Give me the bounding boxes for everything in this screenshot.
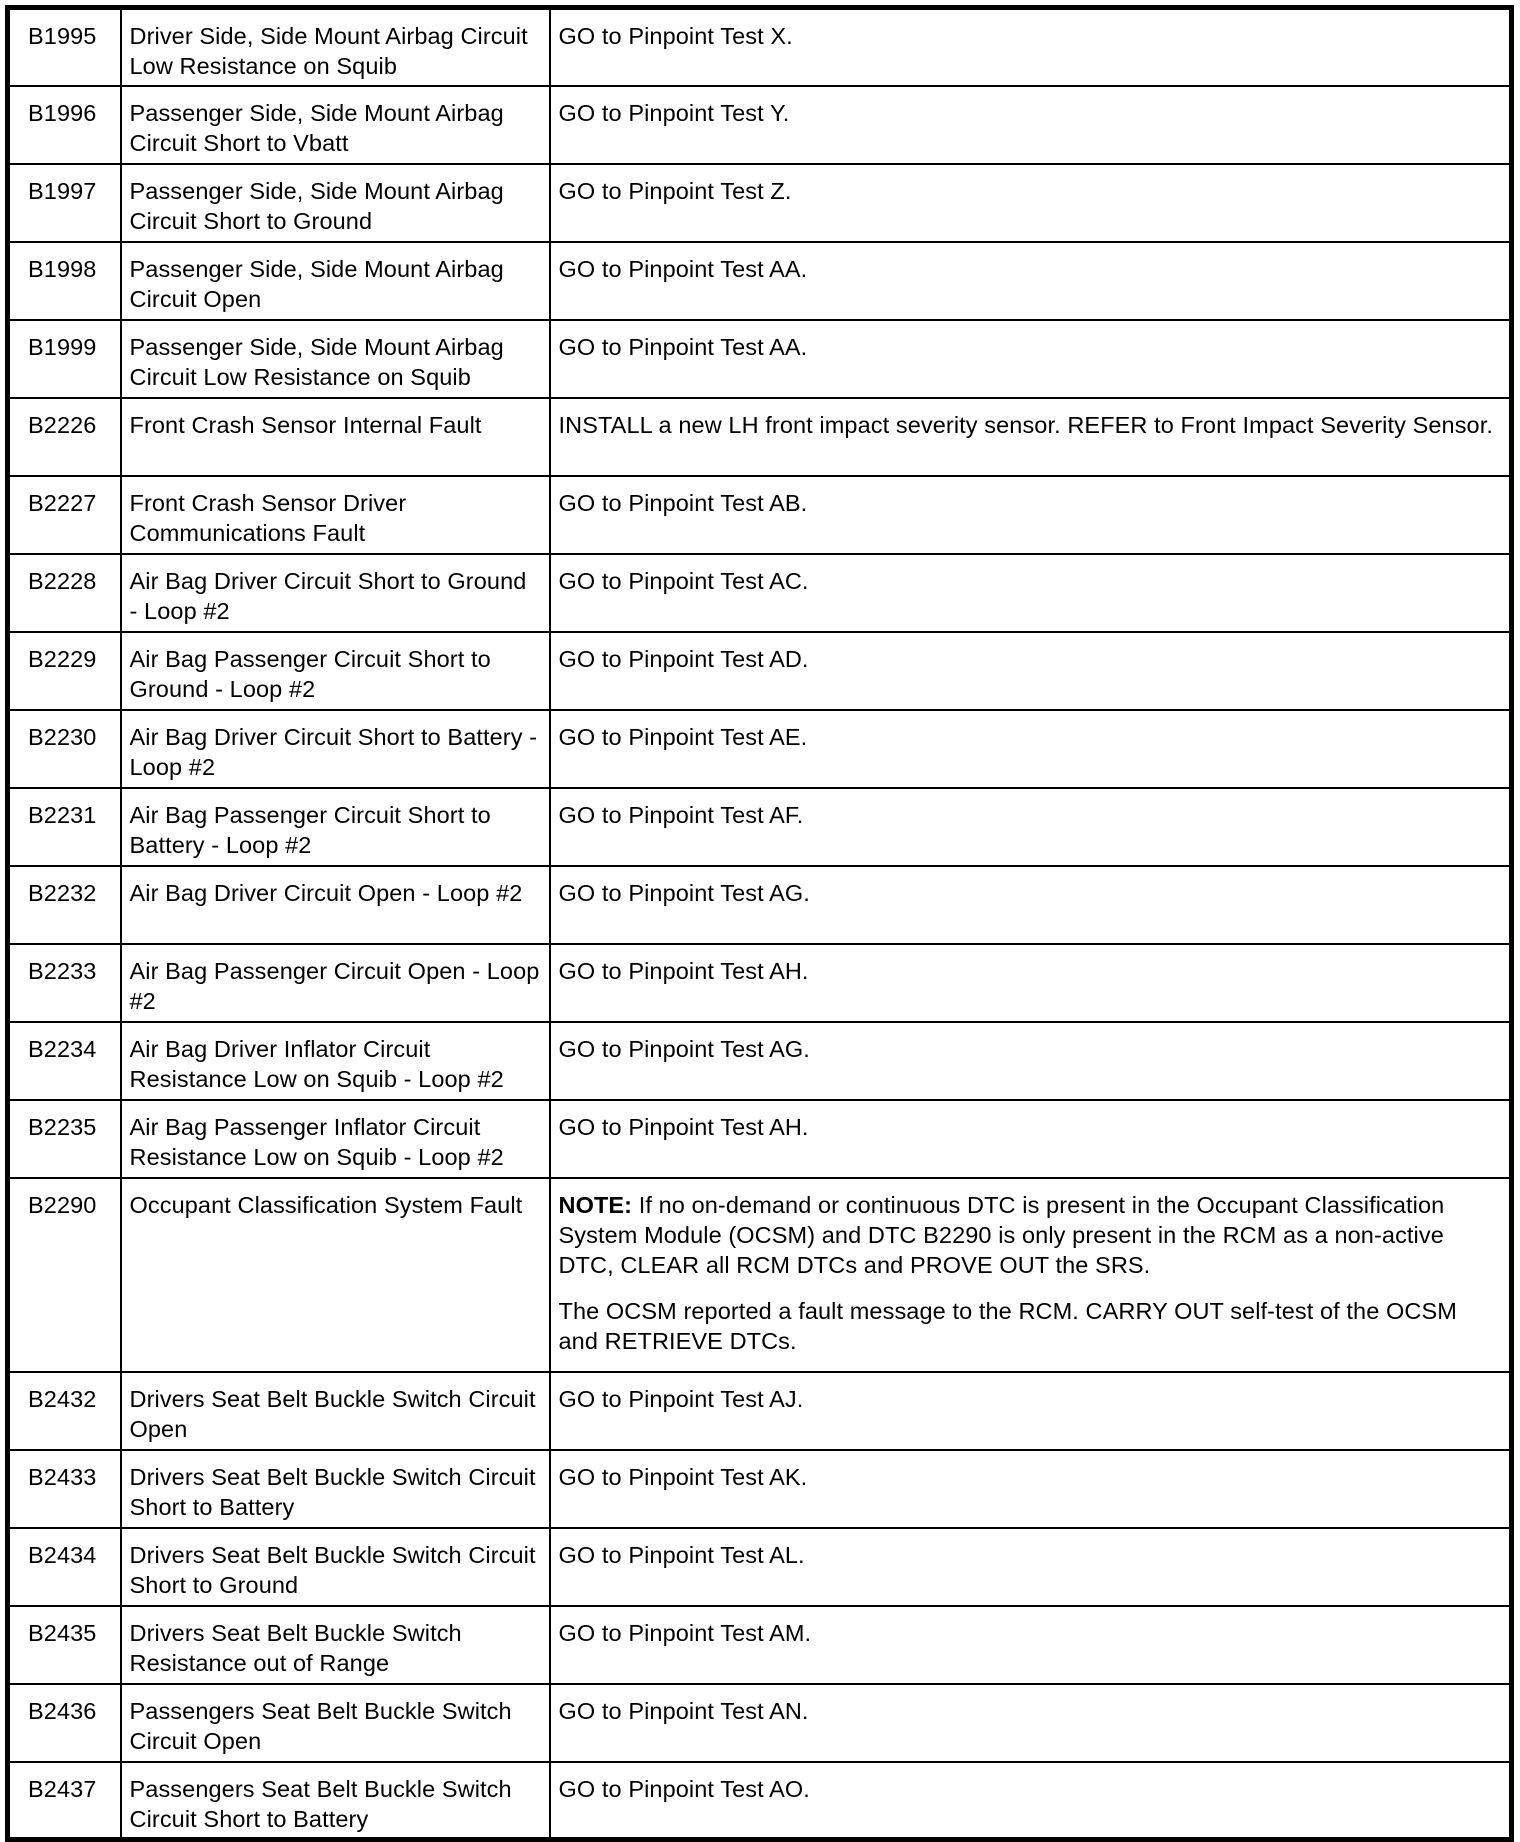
- action-text: GO to Pinpoint Test AC.: [558, 567, 809, 594]
- dtc-action: [550, 1606, 1512, 1684]
- dtc-action: [550, 554, 1512, 632]
- action-text: GO to Pinpoint Test AH.: [558, 957, 809, 984]
- dtc-action: [550, 8, 1512, 86]
- dtc-action: [550, 866, 1512, 944]
- action-paragraph: [559, 488, 1502, 518]
- action-text: GO to Pinpoint Test AD.: [558, 645, 809, 672]
- dtc-code: B2432: [8, 1372, 121, 1450]
- action-paragraph: [559, 1112, 1502, 1142]
- action-text: GO to Pinpoint Test Z.: [558, 177, 792, 204]
- dtc-description: Front Crash Sensor Internal Fault: [121, 398, 550, 476]
- dtc-description: Drivers Seat Belt Buckle Switch Resistance out of Range: [121, 1606, 550, 1684]
- action-paragraph: [559, 254, 1502, 284]
- dtc-description: Passenger Side, Side Mount Airbag Circuit Open: [121, 242, 550, 320]
- dtc-code: B2230: [8, 710, 121, 788]
- action-paragraph: [559, 1696, 1502, 1726]
- action-text: GO to Pinpoint Test AN.: [558, 1697, 809, 1724]
- dtc-description: Air Bag Passenger Inflator Circuit Resistance Low on Squib - Loop #2: [121, 1100, 550, 1178]
- dtc-action: [550, 1684, 1512, 1762]
- dtc-description: Air Bag Passenger Circuit Short to Ground - Loop #2: [121, 632, 550, 710]
- dtc-description: Air Bag Driver Circuit Open - Loop #2: [121, 866, 550, 944]
- dtc-description: Passenger Side, Side Mount Airbag Circuit Low Resistance on Squib: [121, 320, 550, 398]
- dtc-table: [5, 5, 1514, 1842]
- action-text: GO to Pinpoint Test AL.: [558, 1541, 805, 1568]
- action-paragraph: [559, 21, 1502, 51]
- table-row: [8, 1684, 1512, 1762]
- action-text: If no on-demand or continuous DTC is present in the Occupant Classification System Module (OCSM) and DTC B2290 is only present in the RCM as a non-active DTC, CLEAR all RCM DTCs and PROVE OUT the SRS.: [558, 1191, 1445, 1278]
- dtc-description: Air Bag Driver Inflator Circuit Resistance Low on Squib - Loop #2: [121, 1022, 550, 1100]
- table-row: [8, 398, 1512, 476]
- dtc-description: Air Bag Passenger Circuit Short to Battery - Loop #2: [121, 788, 550, 866]
- action-text: GO to Pinpoint Test AK.: [558, 1463, 808, 1490]
- dtc-code: B2437: [8, 1762, 121, 1840]
- action-paragraph: [559, 878, 1502, 908]
- action-paragraph: [559, 1540, 1502, 1570]
- table-row: [8, 1450, 1512, 1528]
- dtc-code: B1996: [8, 86, 121, 164]
- action-paragraph: [559, 410, 1502, 440]
- dtc-code: B2235: [8, 1100, 121, 1178]
- dtc-code: B2435: [8, 1606, 121, 1684]
- dtc-action: [550, 1372, 1512, 1450]
- action-text: GO to Pinpoint Test AH.: [558, 1113, 809, 1140]
- dtc-code: B2229: [8, 632, 121, 710]
- dtc-code: B2436: [8, 1684, 121, 1762]
- table-row: [8, 1178, 1512, 1372]
- action-paragraph: [559, 332, 1502, 362]
- action-paragraph: [559, 98, 1502, 128]
- table-row: [8, 476, 1512, 554]
- table-row: [8, 320, 1512, 398]
- dtc-code: B2226: [8, 398, 121, 476]
- table-row: [8, 1528, 1512, 1606]
- dtc-code: B2231: [8, 788, 121, 866]
- table-row: [8, 86, 1512, 164]
- dtc-description: Passenger Side, Side Mount Airbag Circuit Short to Vbatt: [121, 86, 550, 164]
- dtc-action: [550, 1178, 1512, 1372]
- note-label: NOTE:: [558, 1191, 633, 1218]
- table-row: [8, 1100, 1512, 1178]
- dtc-description: Air Bag Passenger Circuit Open - Loop #2: [121, 944, 550, 1022]
- dtc-action: [550, 1528, 1512, 1606]
- action-text: GO to Pinpoint Test AG.: [558, 1035, 810, 1062]
- dtc-action: [550, 710, 1512, 788]
- dtc-code: B2234: [8, 1022, 121, 1100]
- table-row: [8, 554, 1512, 632]
- table-row: [8, 788, 1512, 866]
- action-paragraph: [559, 1296, 1502, 1356]
- table-row: [8, 632, 1512, 710]
- action-text: INSTALL a new LH front impact severity sensor. REFER to Front Impact Severity Sensor.: [558, 411, 1493, 438]
- action-text: GO to Pinpoint Test X.: [558, 23, 793, 49]
- dtc-action: [550, 164, 1512, 242]
- dtc-action: [550, 944, 1512, 1022]
- dtc-action: [550, 320, 1512, 398]
- action-text: GO to Pinpoint Test AJ.: [558, 1385, 804, 1412]
- dtc-description: Drivers Seat Belt Buckle Switch Circuit Short to Battery: [121, 1450, 550, 1528]
- action-text: GO to Pinpoint Test AE.: [558, 723, 808, 750]
- action-paragraph: [559, 722, 1502, 752]
- dtc-code: B1998: [8, 242, 121, 320]
- action-text: GO to Pinpoint Test AM.: [558, 1619, 812, 1646]
- action-text: GO to Pinpoint Test AA.: [558, 255, 808, 282]
- action-paragraph: [559, 1462, 1502, 1492]
- table-row: [8, 1022, 1512, 1100]
- action-text: GO to Pinpoint Test AO.: [558, 1775, 810, 1802]
- dtc-action: [550, 242, 1512, 320]
- action-paragraph: [559, 1774, 1502, 1804]
- dtc-description: Air Bag Driver Circuit Short to Ground - Loop #2: [121, 554, 550, 632]
- dtc-action: [550, 1762, 1512, 1840]
- table-row: [8, 1606, 1512, 1684]
- dtc-code: B2434: [8, 1528, 121, 1606]
- action-text: GO to Pinpoint Test Y.: [558, 99, 790, 126]
- dtc-description: Drivers Seat Belt Buckle Switch Circuit Short to Ground: [121, 1528, 550, 1606]
- action-paragraph: [559, 1618, 1502, 1648]
- table-row: [8, 944, 1512, 1022]
- dtc-description: Occupant Classification System Fault: [121, 1178, 550, 1372]
- dtc-code: B2290: [8, 1178, 121, 1372]
- dtc-description: Passengers Seat Belt Buckle Switch Circuit Open: [121, 1684, 550, 1762]
- dtc-action: [550, 632, 1512, 710]
- dtc-code: B2227: [8, 476, 121, 554]
- action-text: The OCSM reported a fault message to the RCM. CARRY OUT self-test of the OCSM and RETRIEVE DTCs.: [558, 1297, 1457, 1354]
- dtc-action: [550, 476, 1512, 554]
- dtc-table-body: [8, 8, 1512, 1840]
- action-text: GO to Pinpoint Test AF.: [558, 801, 804, 828]
- action-text: GO to Pinpoint Test AG.: [558, 879, 810, 906]
- table-row: [8, 866, 1512, 944]
- dtc-action: [550, 1450, 1512, 1528]
- table-row: [8, 8, 1512, 86]
- dtc-description: Air Bag Driver Circuit Short to Battery - Loop #2: [121, 710, 550, 788]
- table-row: [8, 710, 1512, 788]
- dtc-code: B1995: [8, 8, 121, 86]
- table-row: [8, 242, 1512, 320]
- action-paragraph: [559, 566, 1502, 596]
- action-text: GO to Pinpoint Test AA.: [558, 333, 808, 360]
- table-row: [8, 164, 1512, 242]
- dtc-description: Drivers Seat Belt Buckle Switch Circuit Open: [121, 1372, 550, 1450]
- dtc-code: B2433: [8, 1450, 121, 1528]
- table-row: [8, 1762, 1512, 1840]
- action-text: GO to Pinpoint Test AB.: [558, 489, 808, 516]
- dtc-code: B2233: [8, 944, 121, 1022]
- action-paragraph: [559, 1034, 1502, 1064]
- action-paragraph: [559, 1190, 1502, 1280]
- dtc-action: [550, 1100, 1512, 1178]
- dtc-code: B2232: [8, 866, 121, 944]
- dtc-description: Passengers Seat Belt Buckle Switch Circuit Short to Battery: [121, 1762, 550, 1840]
- dtc-description: Passenger Side, Side Mount Airbag Circuit Short to Ground: [121, 164, 550, 242]
- dtc-action: [550, 398, 1512, 476]
- action-paragraph: [559, 1384, 1502, 1414]
- dtc-description: Front Crash Sensor Driver Communications Fault: [121, 476, 550, 554]
- dtc-code: B1997: [8, 164, 121, 242]
- dtc-code: B2228: [8, 554, 121, 632]
- action-paragraph: [559, 176, 1502, 206]
- dtc-action: [550, 788, 1512, 866]
- action-paragraph: [559, 956, 1502, 986]
- dtc-action: [550, 86, 1512, 164]
- action-paragraph: [559, 644, 1502, 674]
- dtc-description: Driver Side, Side Mount Airbag Circuit Low Resistance on Squib: [121, 8, 550, 86]
- table-row: [8, 1372, 1512, 1450]
- action-paragraph: [559, 800, 1502, 830]
- dtc-code: B1999: [8, 320, 121, 398]
- dtc-action: [550, 1022, 1512, 1100]
